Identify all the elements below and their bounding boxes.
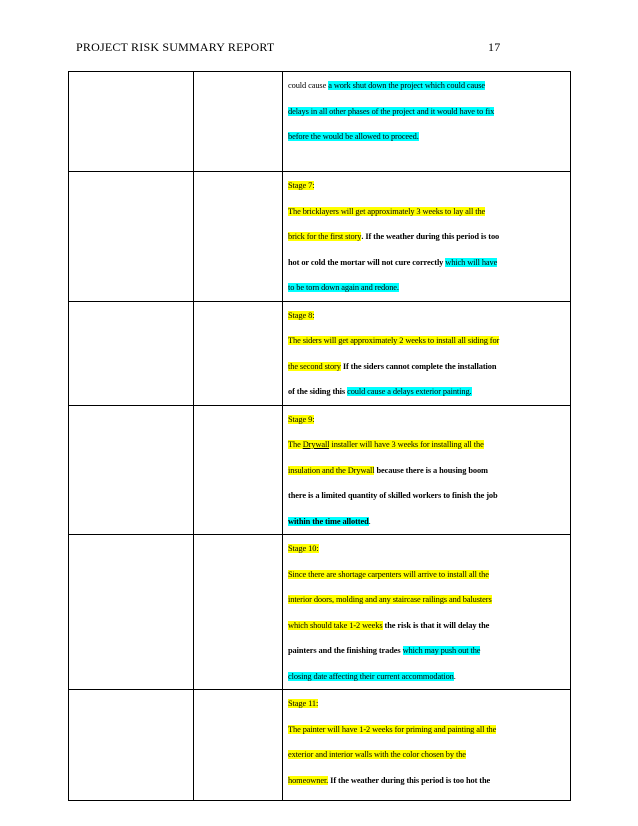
table-row [69, 690, 571, 801]
text-segment: . [368, 516, 371, 526]
text-line [288, 354, 564, 380]
text-segment: . If the weather during this period is too [361, 232, 500, 241]
text-line [288, 638, 564, 664]
risk-cell-empty [69, 301, 194, 405]
text-segment: exterior and interior walls with the color chosen by the [288, 750, 466, 759]
text-segment: a work shut down the project which could cause [328, 81, 486, 90]
text-segment: the risk is that it will delay the [382, 620, 490, 630]
report-title: PROJECT RISK SUMMARY REPORT [76, 40, 275, 54]
description-cell [283, 690, 571, 801]
text-segment: If the siders cannot complete the installation [340, 361, 497, 371]
text-segment: Drywall [302, 440, 330, 449]
text-segment: The bricklayers will get approximately 3 weeks to lay all the [288, 206, 486, 216]
impact-cell-empty [194, 405, 283, 535]
description-cell [283, 301, 571, 405]
text-segment: there is a limited quantity of skilled workers to finish the job [288, 491, 498, 500]
table-row [69, 535, 571, 690]
text-segment: Since there are shortage carpenters will arrive to install all the [288, 569, 489, 579]
text-segment: the second story [288, 361, 341, 371]
text-segment: painters and the finishing trades [288, 646, 403, 655]
text-line [288, 613, 564, 639]
text-segment: The painter will have 1-2 weeks for priming and painting all the [288, 724, 497, 734]
text-line [288, 124, 564, 150]
text-segment: which will have [445, 257, 498, 267]
risk-cell-empty [69, 72, 194, 172]
text-segment: installer will have 3 weeks for installing all the [329, 440, 484, 449]
stage-label: Stage 8: [288, 310, 315, 320]
text-line [288, 587, 564, 613]
text-segment: before the would be allowed to proceed. [288, 132, 419, 141]
text-line [288, 664, 564, 690]
description-cell [283, 72, 571, 172]
table-row [69, 72, 571, 172]
text-line [288, 328, 564, 354]
text-segment: The [288, 440, 303, 449]
text-line [288, 224, 564, 250]
text-line [288, 768, 564, 794]
text-segment: delays in all other phases of the project and it would have to fix [288, 106, 495, 116]
text-segment: . [453, 671, 456, 681]
text-segment: brick for the first story [288, 232, 362, 241]
text-line [288, 199, 564, 225]
risk-cell-empty [69, 405, 194, 535]
stage-label: Stage 7: [288, 181, 315, 190]
page-header [76, 40, 558, 58]
stage-label: Stage 9: [288, 414, 315, 424]
page-number: 17 [488, 40, 501, 54]
stage-label: Stage 10: [288, 544, 319, 553]
impact-cell-empty [194, 301, 283, 405]
text-segment: closing date affecting their current accommodation [288, 671, 454, 681]
text-segment: could cause [288, 81, 329, 90]
impact-cell-empty [194, 172, 283, 302]
text-line [288, 99, 564, 125]
text-segment: The siders will get approximately 2 weeks to install all siding for [288, 336, 500, 345]
text-line [288, 275, 564, 301]
text-segment: of the siding this [288, 387, 348, 396]
description-cell [283, 172, 571, 302]
text-line [288, 250, 564, 276]
risk-cell-empty [69, 535, 194, 690]
text-segment: which may push out the [402, 646, 481, 655]
text-segment: insulation and the Drywall [288, 465, 375, 475]
description-cell [283, 405, 571, 535]
text-line [288, 742, 564, 768]
stage-label: Stage 11: [288, 699, 319, 708]
risk-table [68, 71, 571, 801]
text-line [288, 509, 564, 535]
text-segment: which should take 1-2 weeks [288, 620, 383, 630]
text-line [288, 562, 564, 588]
impact-cell-empty [194, 690, 283, 801]
risk-cell-empty [69, 172, 194, 302]
text-line [288, 432, 564, 458]
table-row [69, 172, 571, 302]
description-cell [283, 535, 571, 690]
text-segment: interior doors, molding and any staircase railings and balusters [288, 595, 492, 604]
text-segment: within the time allotted [288, 516, 369, 526]
text-segment: could cause a delays exterior painting. [347, 387, 472, 396]
text-segment: homeowner. [288, 775, 329, 785]
text-segment: If the weather during this period is too hot the [328, 775, 491, 785]
text-segment: hot or cold the mortar will not cure correctly [288, 257, 446, 267]
text-line [288, 483, 564, 509]
text-segment: to be torn down again and redone. [288, 283, 399, 292]
text-line [288, 73, 564, 99]
text-segment: because there is a housing boom [374, 465, 488, 475]
table-row [69, 301, 571, 405]
table-row [69, 405, 571, 535]
text-line [288, 458, 564, 484]
text-line [288, 717, 564, 743]
impact-cell-empty [194, 535, 283, 690]
risk-cell-empty [69, 690, 194, 801]
impact-cell-empty [194, 72, 283, 172]
text-line [288, 379, 564, 405]
